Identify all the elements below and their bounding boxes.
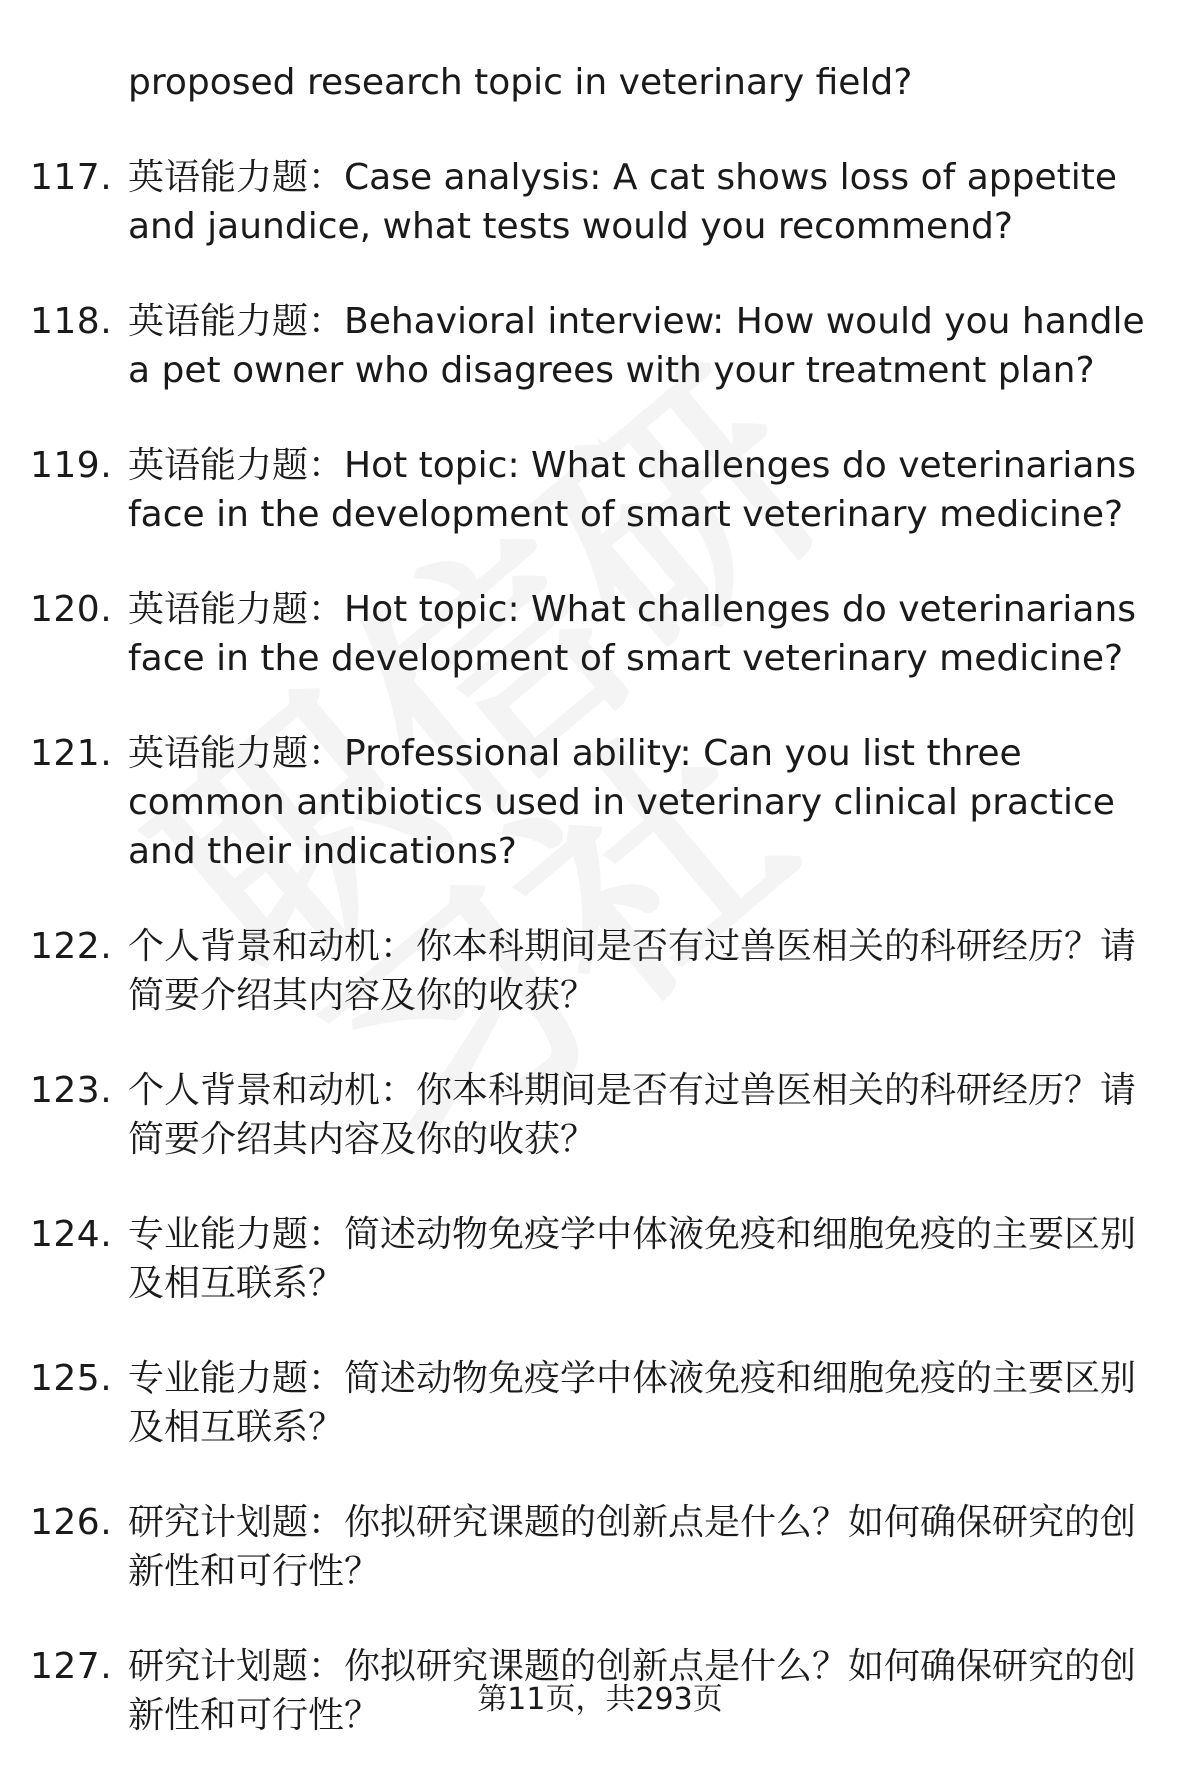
item-text: 英语能力题：Behavioral interview: How would you handle a pet owner who disagrees with your treatment plan? [128, 301, 1145, 391]
item-number: 127. [30, 1646, 113, 1687]
item-text: 个人背景和动机：你本科期间是否有过兽医相关的科研经历？请简要介绍其内容及你的收获？ [128, 926, 1137, 1016]
item-text: 专业能力题：简述动物免疫学中体液免疫和细胞免疫的主要区别及相互联系？ [128, 1214, 1137, 1304]
item-number: 122. [30, 926, 113, 967]
item-text: 英语能力题：Professional ability: Can you list three common antibiotics used in veterinary clinical practice and their indications? [128, 733, 1115, 872]
list-item [0, 1498, 1200, 1596]
list-item [0, 729, 1200, 876]
item-number: 126. [30, 1502, 113, 1543]
page-footer: 第11页，共293页 [477, 1682, 723, 1717]
item-number: 119. [30, 445, 113, 486]
list-item [0, 922, 1200, 1020]
item-number: 118. [30, 301, 113, 342]
item-text: 英语能力题：Hot topic: What challenges do veterinarians face in the development of smart veterinary medicine? [128, 445, 1137, 535]
item-text: 个人背景和动机：你本科期间是否有过兽医相关的科研经历？请简要介绍其内容及你的收获？ [128, 1070, 1137, 1160]
question-list [0, 58, 1200, 1786]
item-text: 英语能力题：Hot topic: What challenges do veterinarians face in the development of smart veterinary medicine? [128, 589, 1137, 679]
list-item [0, 1210, 1200, 1308]
item-text: 研究计划题：你拟研究课题的创新点是什么？如何确保研究的创新性和可行性？ [128, 1502, 1137, 1592]
continuation-text: proposed research topic in veterinary field? [128, 62, 913, 103]
item-number: 120. [30, 589, 113, 630]
list-item [0, 441, 1200, 539]
list-item [0, 297, 1200, 395]
list-item [0, 153, 1200, 251]
item-text: 研究计划题：你拟研究课题的创新点是什么？如何确保研究的创新性和可行性？ [128, 1646, 1137, 1736]
item-text: 专业能力题：简述动物免疫学中体液免疫和细胞免疫的主要区别及相互联系？ [128, 1358, 1137, 1448]
item-number: 123. [30, 1070, 113, 1111]
list-item [0, 1066, 1200, 1164]
list-item [0, 585, 1200, 683]
item-number: 117. [30, 157, 113, 198]
item-number: 125. [30, 1358, 113, 1399]
item-number: 121. [30, 733, 113, 774]
list-item [0, 1354, 1200, 1452]
item-text: 英语能力题：Case analysis: A cat shows loss of appetite and jaundice, what tests would you recommend? [128, 157, 1118, 247]
list-item-continuation [0, 58, 1200, 107]
item-number: 124. [30, 1214, 113, 1255]
